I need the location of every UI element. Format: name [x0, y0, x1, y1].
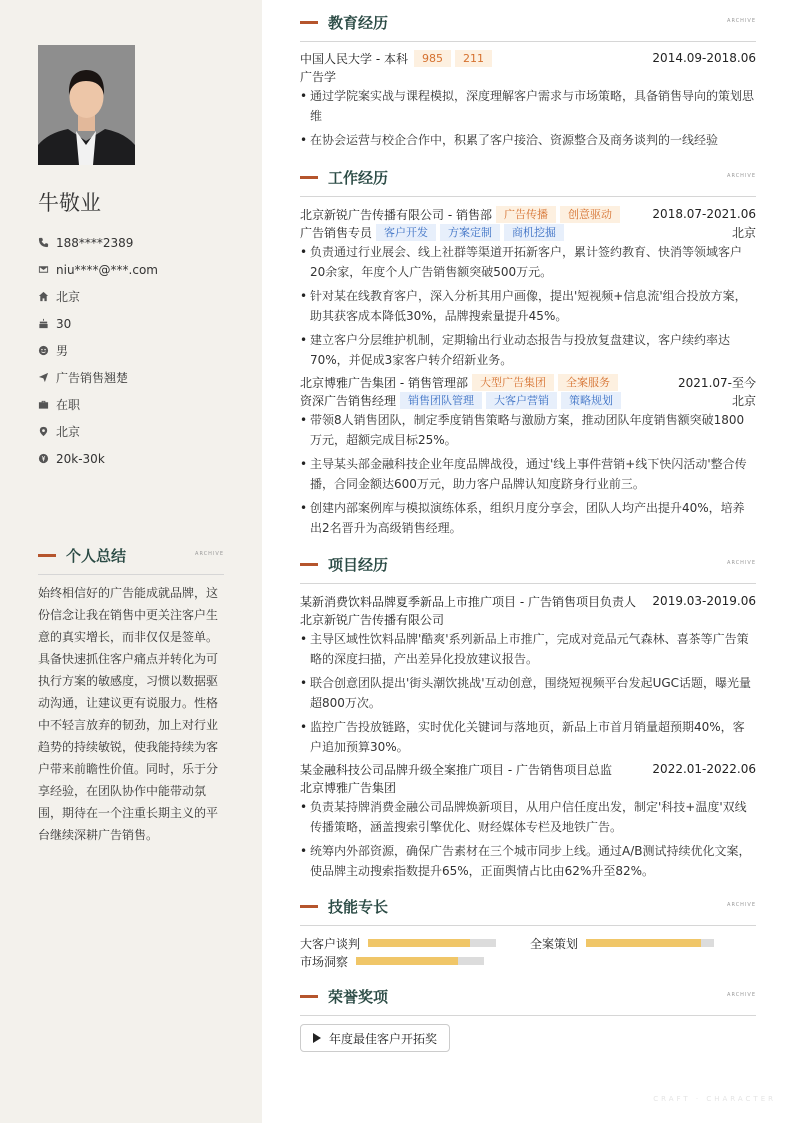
school-badge: 211 [455, 50, 492, 67]
job-header-row [300, 205, 756, 223]
section-divider [300, 583, 756, 584]
contact-gender [38, 337, 158, 364]
face-icon [38, 345, 49, 356]
project-org-row [300, 610, 756, 628]
job-bullets [300, 410, 756, 538]
skill-bar-track [356, 957, 484, 965]
major-name: 广告学 [300, 69, 337, 84]
section-title: 技能专长 [328, 897, 389, 916]
list-item: • 监控广告投放链路，实时优化关键词与落地页，新品上市首月销量超预期40%，客户追加预算30%。 [300, 717, 756, 757]
section-header [300, 895, 756, 917]
job-position: 资深广告销售经理 [300, 393, 397, 408]
section-header [300, 553, 756, 575]
award-name: 年度最佳客户开拓奖 [329, 1031, 438, 1046]
project-name: 某新消费饮料品牌夏季新品上市推广项目 - 广告销售项目负责人 [300, 594, 636, 609]
skill-tag: 大客户营销 [486, 392, 557, 409]
project-org: 北京新锐广告传播有限公司 [300, 612, 445, 627]
section-accent-bar [300, 563, 318, 566]
skill-tag: 商机挖掘 [504, 224, 564, 241]
project-entry [300, 760, 756, 881]
list-item: • 负责通过行业展会、线上社群等渠道开拓新客户，累计签约教育、快消等领域客户20余家，年度个人广告销售额突破500万元。 [300, 242, 756, 282]
job-location: 北京 [731, 393, 756, 408]
job-date: 2021.07-至今 [678, 375, 756, 390]
skill-name: 全案策划 [530, 936, 579, 951]
job-entry [300, 205, 756, 370]
list-item: • 统筹内外部资源，确保广告素材在三个城市同步上线。通过A/B测试持续优化文案，使品牌主动搜索指数提升65%，正面舆情占比由62%升至82%。 [300, 841, 756, 881]
section-title: 个人总结 [66, 546, 127, 565]
list-item: • 在协会运营与校企合作中，积累了客户接洽、资源整合及商务谈判的一线经验 [300, 130, 756, 150]
section-accent-bar [300, 995, 318, 998]
section-divider [300, 41, 756, 42]
project-entry [300, 592, 756, 757]
contact-headline [38, 364, 158, 391]
section-divider [38, 574, 224, 575]
section-header [300, 985, 756, 1007]
job-header-row [300, 373, 756, 391]
section-tag: ARCHIVE [727, 560, 756, 566]
job-position: 广告销售专员 [300, 225, 373, 240]
job-entry [300, 373, 756, 538]
mail-icon [38, 264, 49, 275]
skill-tag: 策略规划 [561, 392, 621, 409]
job-position-row [300, 391, 756, 409]
project-bullets [300, 629, 756, 757]
contact-text: 在职 [56, 398, 81, 412]
job-date: 2018.07-2021.06 [652, 207, 756, 221]
skill-tag: 方案定制 [440, 224, 500, 241]
major-row [300, 67, 756, 85]
skill-bar-track [586, 939, 714, 947]
section-tag: ARCHIVE [195, 551, 224, 557]
section-divider [300, 925, 756, 926]
company-tag: 创意驱动 [560, 206, 620, 223]
contact-text: 30 [56, 316, 72, 331]
summary-section [38, 544, 224, 846]
section-header [38, 544, 224, 566]
contact-text: 广告销售翘楚 [56, 371, 129, 385]
project-date: 2022.01-2022.06 [652, 762, 756, 776]
education-row [300, 49, 756, 67]
contact-text: 北京 [56, 425, 81, 439]
school-badge: 985 [414, 50, 451, 67]
main-content [262, 0, 794, 1123]
skill-item [300, 952, 484, 970]
contact-text: niu****@***.com [56, 262, 158, 277]
section-header [300, 166, 756, 188]
company-name: 北京新锐广告传播有限公司 - 销售部 [300, 207, 492, 222]
footer-watermark: CRAFT · CHARACTER [653, 1095, 776, 1103]
contact-text: 20k-30k [56, 451, 105, 466]
project-date: 2019.03-2019.06 [652, 594, 756, 608]
home-icon [38, 291, 49, 302]
briefcase-icon [38, 399, 49, 410]
company-tag: 全案服务 [558, 374, 618, 391]
section-divider [300, 196, 756, 197]
section-tag: ARCHIVE [727, 18, 756, 24]
section-header [300, 11, 756, 33]
work-section [300, 166, 756, 542]
list-item: • 针对某在线教育客户，深入分析其用户画像，提出'短视频+信息流'组合投放方案，助其获客成本降低30%，品牌搜索量提升45%。 [300, 286, 756, 326]
sidebar [0, 0, 262, 1123]
skill-tag: 客户开发 [376, 224, 436, 241]
skills-list [300, 934, 756, 974]
section-accent-bar [300, 21, 318, 24]
section-title: 工作经历 [328, 168, 389, 187]
section-accent-bar [300, 905, 318, 908]
section-accent-bar [38, 554, 56, 557]
contact-text: 188****2389 [56, 235, 134, 250]
section-title: 教育经历 [328, 13, 389, 32]
company-tag: 大型广告集团 [472, 374, 554, 391]
skill-name: 大客户谈判 [300, 936, 361, 951]
company-name: 北京博雅广告集团 - 销售管理部 [300, 375, 468, 390]
school-name: 中国人民大学 - 本科 [300, 51, 408, 66]
profile-photo [38, 45, 135, 165]
location-pin-icon [38, 426, 49, 437]
section-title: 项目经历 [328, 555, 389, 574]
contact-list [38, 229, 158, 472]
project-name: 某金融科技公司品牌升级全案推广项目 - 广告销售项目总监 [300, 762, 612, 777]
project-header-row [300, 760, 756, 778]
job-position-row [300, 223, 756, 241]
skill-bar-fill [368, 939, 470, 947]
contact-salary [38, 445, 158, 472]
cake-icon [38, 318, 49, 329]
portrait-image [38, 45, 135, 165]
list-item: • 负责某持牌消费金融公司品牌焕新项目，从用户信任度出发，制定'科技+温度'双线传播策略，涵盖搜索引擎优化、财经媒体专栏及地铁广告。 [300, 797, 756, 837]
play-triangle-icon [313, 1033, 321, 1043]
project-bullets [300, 797, 756, 881]
list-item: • 主导区域性饮料品牌'酷爽'系列新品上市推广，完成对竞品元气森林、喜茶等广告策略的深度扫描，产出差异化投放建议报告。 [300, 629, 756, 669]
job-bullets [300, 242, 756, 370]
list-item: • 联合创意团队提出'街头潮饮挑战'互动创意，围绕短视频平台发起UGC话题，曝光量超800万次。 [300, 673, 756, 713]
skill-bar-track [368, 939, 496, 947]
skill-item [530, 934, 714, 952]
contact-age [38, 310, 158, 337]
skills-section [300, 895, 756, 974]
list-item: • 创建内部案例库与模拟演练体系，组织月度分享会，团队人均产出提升40%，培养出2名晋升为高级销售经理。 [300, 498, 756, 538]
list-item: • 带领8人销售团队，制定季度销售策略与激励方案，推动团队年度销售额突破1800万元，超额完成目标25%。 [300, 410, 756, 450]
salary-icon [38, 453, 49, 464]
section-tag: ARCHIVE [727, 902, 756, 908]
skill-tag: 销售团队管理 [400, 392, 482, 409]
send-icon [38, 372, 49, 383]
skill-bar-fill [356, 957, 458, 965]
company-tag: 广告传播 [496, 206, 556, 223]
section-tag: ARCHIVE [727, 992, 756, 998]
summary-text: 始终相信好的广告能成就品牌，这份信念让我在销售中更关注客户生意的真实增长，而非仅仅是签单。具备快速抓住客户痛点并转化为可执行方案的敏感度，习惯以数据驱动沟通，让建议更有说服力。性格中不轻言放弃的韧劲，加上对行业趋势的持续敏锐，使我能持续为客户带来前瞻性价值。同时，乐于分享经验，在团队协作中能带动氛围，期待在一个注重长期主义的平台继续深耕广告销售。 [38, 586, 219, 842]
candidate-name: 牛敬业 [38, 191, 101, 215]
education-section [300, 11, 756, 154]
project-org: 北京博雅广告集团 [300, 780, 397, 795]
section-divider [300, 1015, 756, 1016]
contact-text: 北京 [56, 290, 81, 304]
project-header-row [300, 592, 756, 610]
job-location: 北京 [731, 225, 756, 240]
skill-name: 市场洞察 [300, 954, 349, 969]
phone-icon [38, 237, 49, 248]
list-item: • 主导某头部金融科技企业年度品牌战役，通过'线上事件营销+线下快闪活动'整合传播，合同金额达600万元，助力客户品牌认知度跻身行业前三。 [300, 454, 756, 494]
education-date: 2014.09-2018.06 [652, 51, 756, 65]
contact-text: 男 [56, 344, 69, 358]
projects-section [300, 553, 756, 885]
project-org-row [300, 778, 756, 796]
contact-email [38, 256, 158, 283]
awards-section [300, 985, 756, 1052]
section-title: 荣誉奖项 [328, 987, 389, 1006]
education-bullets [300, 86, 756, 150]
award-item[interactable] [300, 1024, 450, 1052]
list-item: • 通过学院案实战与课程模拟，深度理解客户需求与市场策略，具备销售导向的策划思维 [300, 86, 756, 126]
list-item: • 建立客户分层维护机制，定期输出行业动态报告与投放复盘建议，客户续约率达70%，并促成3家客户转介绍新业务。 [300, 330, 756, 370]
contact-location [38, 418, 158, 445]
contact-phone [38, 229, 158, 256]
section-accent-bar [300, 176, 318, 179]
skill-item [300, 934, 496, 952]
skill-bar-fill [586, 939, 701, 947]
contact-city [38, 283, 158, 310]
section-tag: ARCHIVE [727, 173, 756, 179]
contact-status [38, 391, 158, 418]
